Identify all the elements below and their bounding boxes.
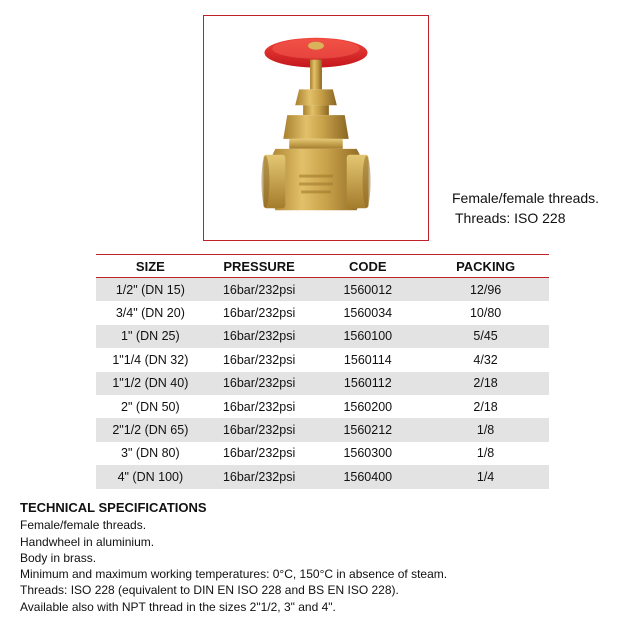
cell-pressure: 16bar/232psi [222,352,296,367]
cell-packing: 1/8 [422,418,549,441]
table-row [96,301,549,324]
cell-size: 3" (DN 80) [121,446,180,461]
cell-packing: 1/8 [476,446,495,461]
technical-specifications [20,500,447,615]
header-code: CODE [313,255,422,278]
cell-packing: 1/4 [422,465,549,488]
cell-pressure: 16bar/232psi [205,418,314,441]
cell-pressure: 16bar/232psi [205,372,314,395]
cell-pressure: 16bar/232psi [205,278,314,302]
cell-packing: 12/96 [422,278,549,302]
cell-code: 1560100 [313,325,422,348]
cell-pressure: 16bar/232psi [222,446,296,461]
table-row [96,442,549,465]
cell-code: 1560114 [343,352,392,367]
tech-spec-line: Handwheel in aluminium. [20,534,155,549]
thread-note-line-1: Female/female threads. [452,190,600,206]
cell-packing: 10/80 [469,306,502,321]
cell-packing: 2/18 [422,372,549,395]
header-pressure: PRESSURE [205,255,314,278]
cell-code: 1560212 [313,418,422,441]
cell-packing: 5/45 [422,325,549,348]
table-row [96,465,549,488]
header-size: SIZE [96,255,205,278]
bonnet [283,115,348,139]
table-header-row [96,255,549,278]
cell-packing: 4/32 [473,352,498,367]
table-row [96,395,549,418]
cell-packing: 2/18 [473,399,498,414]
table-row [96,418,549,441]
cell-size: 1"1/4 (DN 32) [112,352,189,367]
header-packing: PACKING [422,255,549,278]
gate-valve-image [204,16,428,240]
tech-spec-line: Threads: ISO 228 (equivalent to DIN EN ISO 228 and BS EN ISO 228). [20,583,399,598]
valve-stem [310,60,322,90]
product-spec-table [96,254,549,489]
table-row [96,278,549,302]
cell-code: 1560200 [343,399,393,414]
tech-spec-line: Female/female threads. [20,518,147,533]
cell-code: 1560034 [343,306,393,321]
tech-spec-line: Body in brass. [20,550,97,565]
cell-size: 1" (DN 25) [96,325,205,348]
cell-pressure: 16bar/232psi [222,306,296,321]
cell-size: 2" (DN 50) [121,399,180,414]
tech-spec-line: Minimum and maximum working temperatures: 0°C, 150°C in absence of steam. [20,567,448,582]
cell-size: 3/4" (DN 20) [115,306,185,321]
cell-code: 1560400 [313,465,422,488]
cell-code: 1560300 [343,446,393,461]
cell-pressure: 16bar/232psi [205,325,314,348]
cell-size: 4" (DN 100) [96,465,205,488]
thread-note [452,188,599,228]
table-row [96,348,549,371]
cell-size: 2"1/2 (DN 65) [96,418,205,441]
table-row [96,325,549,348]
cell-size: 1"1/2 (DN 40) [96,372,205,395]
tech-specs-title: TECHNICAL SPECIFICATIONS [20,500,207,515]
cell-code: 1560012 [313,278,422,302]
cell-code: 1560112 [313,372,422,395]
cell-size: 1/2" (DN 15) [96,278,205,302]
thread-note-line-2: Threads: ISO 228 [455,210,566,226]
table-row [96,372,549,395]
packing-nut [295,89,337,105]
tech-spec-line: Available also with NPT thread in the sizes 2"1/2, 3" and 4". [20,599,336,614]
cell-pressure: 16bar/232psi [205,465,314,488]
cell-pressure: 16bar/232psi [222,399,296,414]
product-image-frame [203,15,429,241]
